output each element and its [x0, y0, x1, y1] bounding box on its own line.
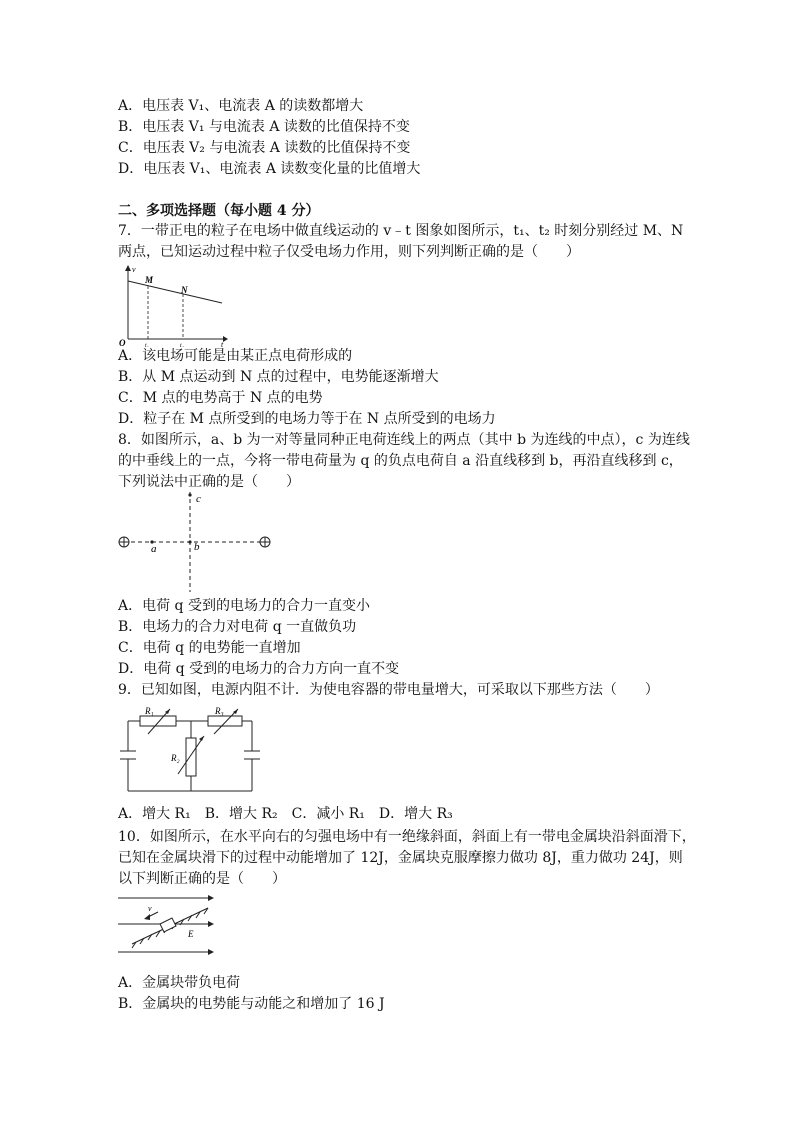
- q7-v-axis-label: v: [132, 265, 136, 274]
- q9-r1-label: R₁: [145, 706, 154, 716]
- q7-vt-graph: [118, 263, 228, 347]
- q8-point-a-label: a: [151, 543, 157, 555]
- q8-stem-line-3: 下列说法中正确的是（ ）: [118, 474, 300, 490]
- q7-t-axis-label: t: [221, 340, 224, 347]
- q7-option-d: D．粒子在 M 点所受到的电场力等于在 N 点所受到的电场力: [118, 411, 496, 427]
- q8-point-c-label: c: [196, 493, 201, 505]
- q8-point-b-label: b: [194, 541, 200, 553]
- q7-t1-label: t₁: [145, 343, 149, 347]
- q6-option-a: A．电压表 V₁、电流表 A 的读数都增大: [118, 98, 364, 114]
- q8-option-c: C．电荷 q 的电势能一直增加: [118, 640, 301, 656]
- q7-stem-line-2: 两点，已知运动过程中粒子仅受电场力作用，则下列判断正确的是（ ）: [118, 244, 580, 260]
- q8-option-a: A．电荷 q 受到的电场力的合力一直变小: [118, 598, 370, 614]
- q9-r2-label: R₂: [171, 753, 180, 763]
- q8-charges-diagram: [112, 490, 277, 594]
- q8-stem-line-1: 8．如图所示，a、b 为一对等量同种正电荷连线上的两点（其中 b 为连线的中点），c 为连线: [118, 432, 690, 448]
- q9-r3-label: R₃: [215, 706, 224, 716]
- q6-option-b: B．电压表 V₁ 与电流表 A 读数的比值保持不变: [118, 119, 410, 135]
- q7-option-b: B．从 M 点运动到 N 点的过程中，电势能逐渐增大: [118, 369, 439, 385]
- q10-incline-diagram: [118, 890, 216, 962]
- q7-origin-label: O: [119, 338, 126, 347]
- q10-field-label: E: [188, 929, 194, 939]
- q7-point-m-label: M: [145, 275, 154, 285]
- q10-option-a: A．金属块带负电荷: [118, 975, 241, 991]
- q8-option-b: B．电场力的合力对电荷 q 一直做负功: [118, 619, 357, 635]
- q10-stem-line-3: 以下判断正确的是（ ）: [118, 871, 286, 887]
- q10-stem-line-1: 10．如图所示，在水平向右的匀强电场中有一绝缘斜面，斜面上有一带电金属块沿斜面滑下，: [118, 829, 696, 845]
- q10-option-b: B．金属块的电势能与动能之和增加了 16 J: [118, 996, 385, 1012]
- q10-stem-line-2: 已知在金属块滑下的过程中动能增加了 12J，金属块克服摩擦力做功 8J，重力做功 24J，则: [118, 850, 683, 866]
- q6-option-d: D．电压表 V₁、电流表 A 读数变化量的比值增大: [118, 161, 421, 177]
- q7-point-n-label: N: [181, 285, 188, 295]
- q8-stem-line-2: 的中垂线上的一点，今将一带电荷量为 q 的负点电荷自 a 沿直线移到 b，再沿直线移到 c，: [118, 453, 683, 469]
- q7-stem-line-1: 7．一带正电的粒子在电场中做直线运动的 v﹣t 图象如图所示，t₁、t₂ 时刻分别经过 M、N: [118, 223, 684, 239]
- q9-circuit-diagram: [118, 704, 263, 800]
- section-title: 二、多项选择题（每小题 4 分）: [118, 203, 320, 219]
- q7-option-a: A．该电场可能是由某正点电荷形成的: [118, 348, 353, 364]
- q7-t2-label: t₂: [180, 343, 184, 347]
- q9-options: A．增大 R₁ B．增大 R₂ C．减小 R₁ D．增大 R₃: [118, 806, 453, 822]
- q10-velocity-label: v: [148, 904, 152, 913]
- q9-stem: 9．已知如图，电源内阻不计．为使电容器的带电量增大，可采取以下那些方法（ ）: [118, 682, 659, 698]
- q7-option-c: C．M 点的电势高于 N 点的电势: [118, 390, 323, 406]
- q6-option-c: C．电压表 V₂ 与电流表 A 读数的比值保持不变: [118, 140, 411, 156]
- q8-option-d: D．电荷 q 受到的电场力的合力方向一直不变: [118, 661, 400, 677]
